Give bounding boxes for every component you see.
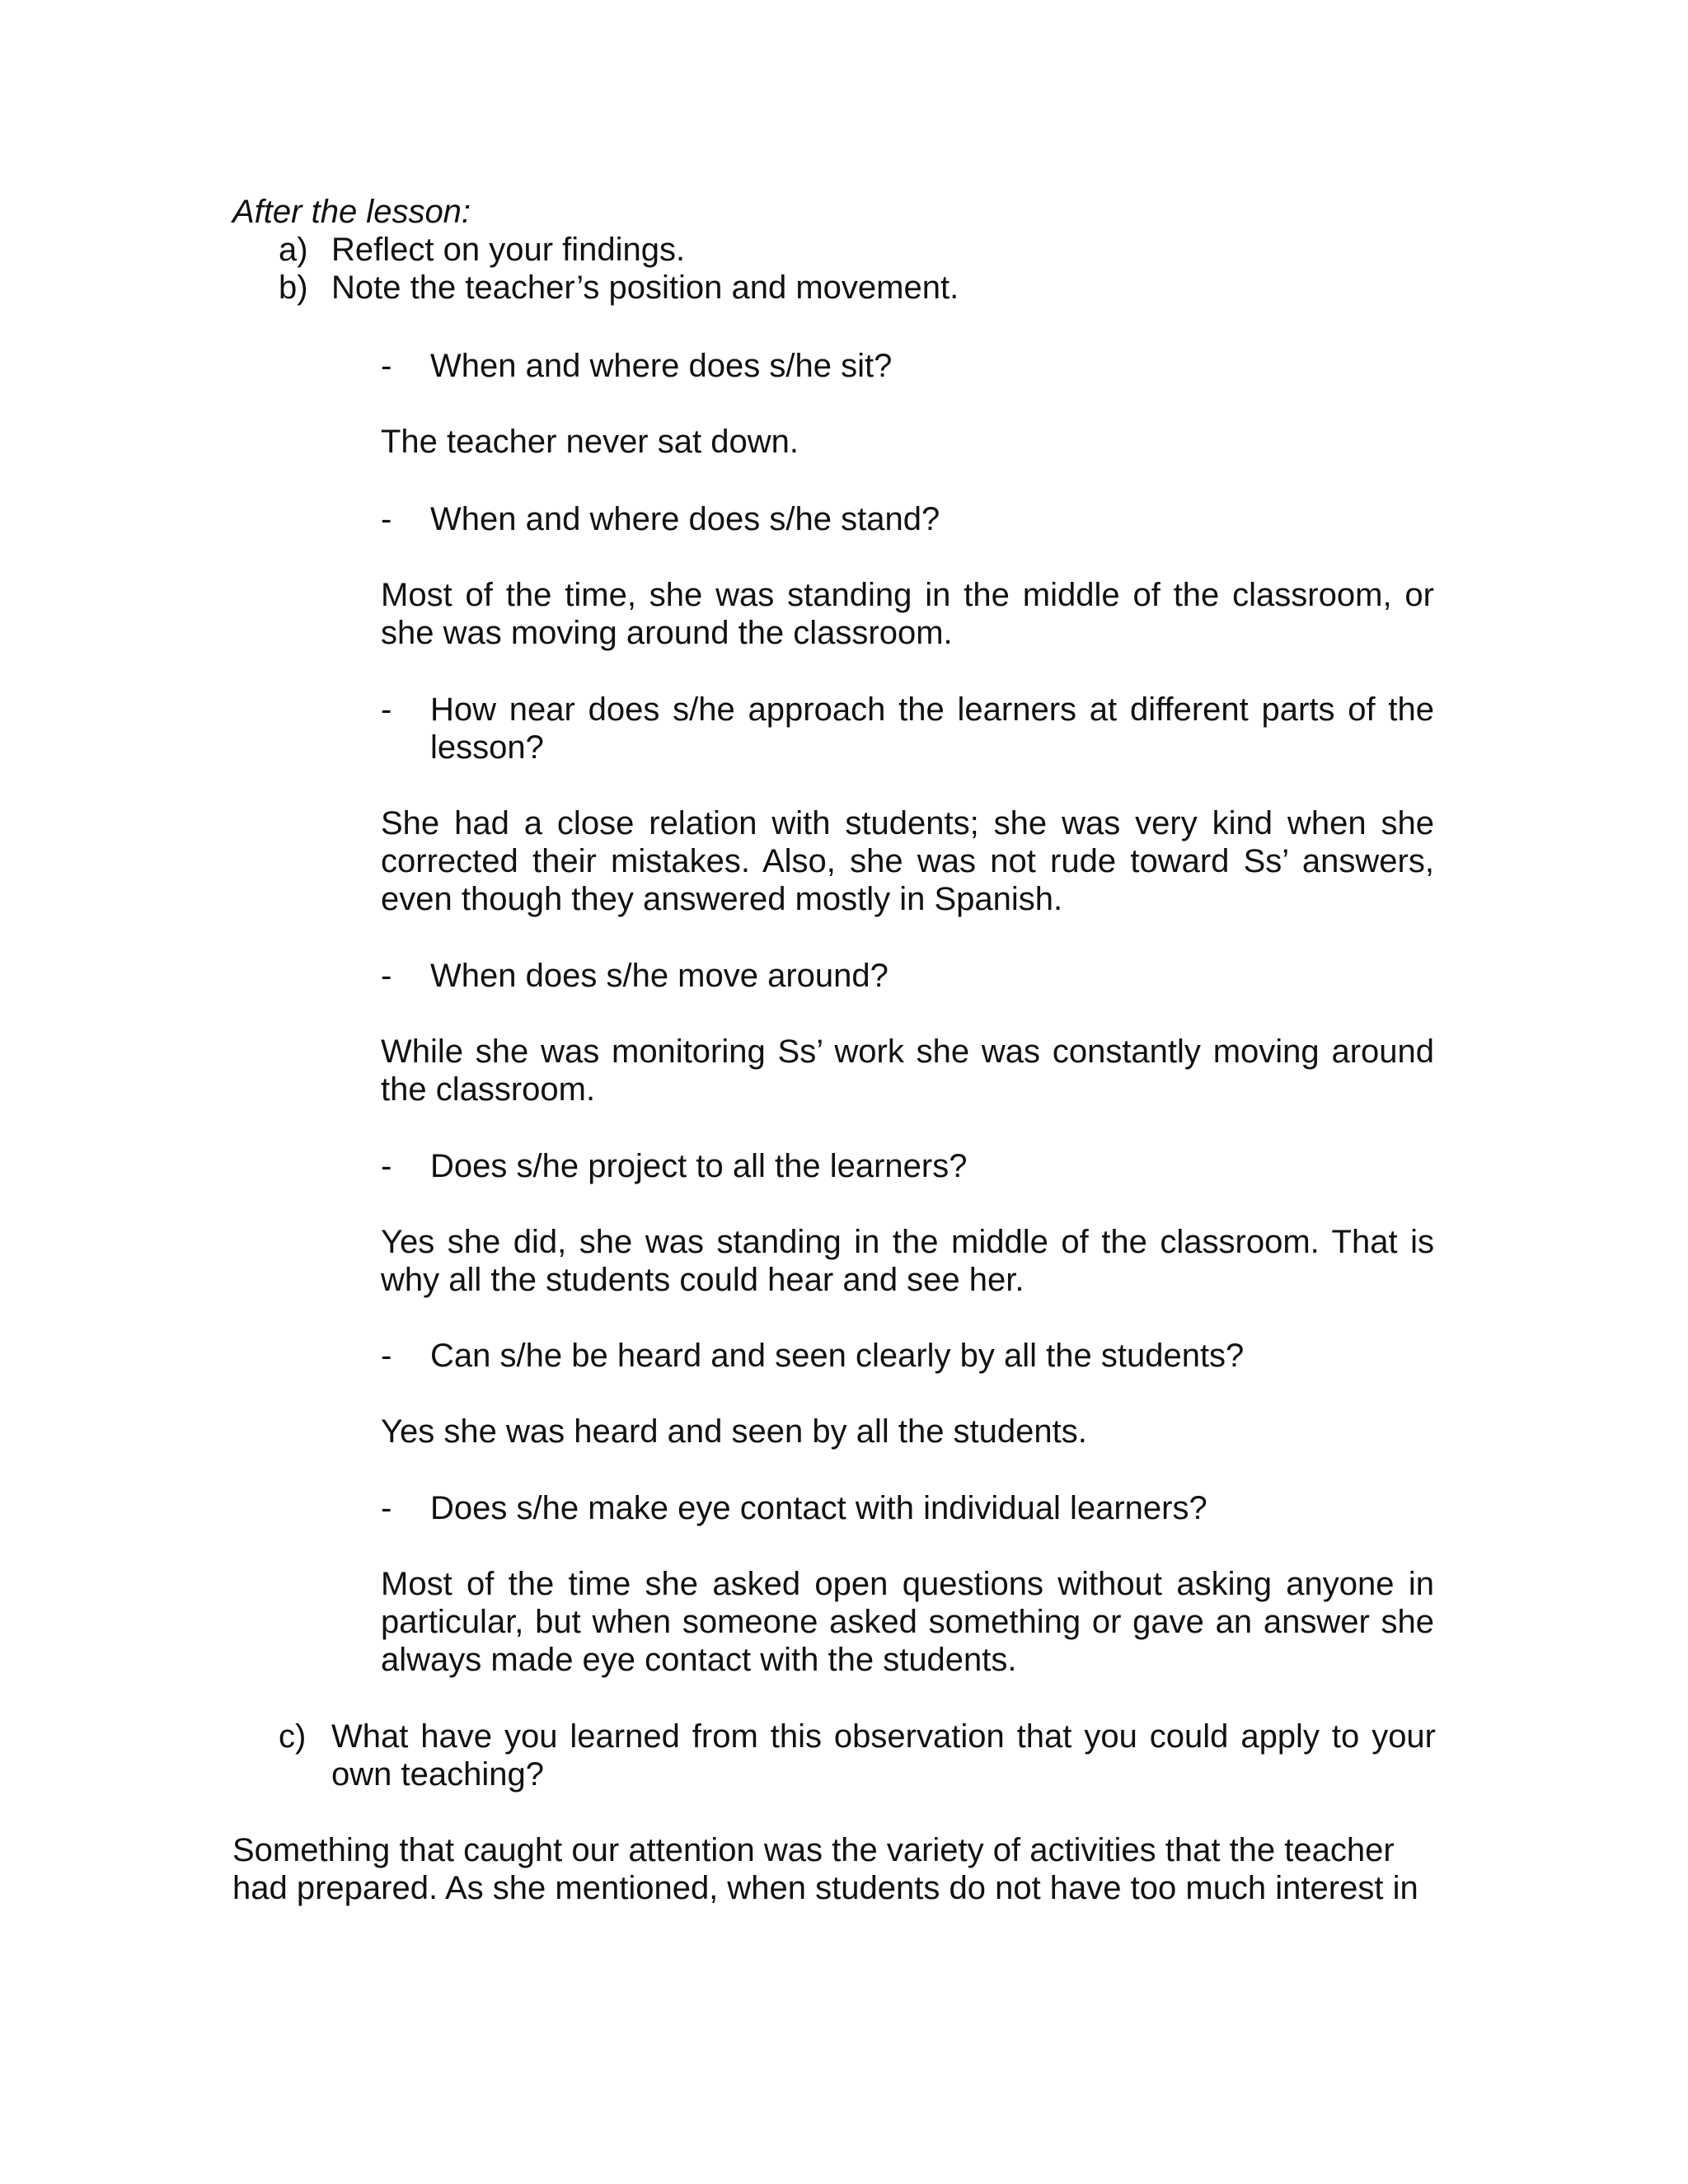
question-text: Does s/he project to all the learners? (430, 1148, 968, 1184)
list-marker: c) (279, 1718, 307, 1755)
dash-bullet: - (381, 1148, 392, 1184)
question-item (381, 691, 1434, 766)
list-item-text: What have you learned from this observation that you could apply to your own teaching? (331, 1718, 1436, 1793)
list-item-c (279, 1718, 1436, 1793)
closing-paragraph: Something that caught our attention was the variety of activities that the teacher had prepared. As she mentioned, when students do not have too much interest in (232, 1832, 1418, 1906)
question-text: Does s/he make eye contact with individual learners? (430, 1490, 1207, 1526)
answer-text: Yes she was heard and seen by all the students. (381, 1413, 1087, 1450)
answer-text: While she was monitoring Ss’ work she was constantly moving around the classroom. (381, 1033, 1434, 1108)
list-marker: b) (279, 269, 308, 306)
answer-text: Most of the time, she was standing in the middle of the classroom, or she was moving around the classroom. (381, 577, 1434, 651)
list-item-b (279, 269, 1432, 307)
question-text: When does s/he move around? (430, 958, 889, 994)
question-text: When and where does s/he sit? (430, 348, 893, 384)
dash-bullet: - (381, 1490, 392, 1526)
section-heading: After the lesson: (232, 194, 471, 230)
question-item (381, 1147, 1434, 1185)
answer-text: Yes she did, she was standing in the middle of the classroom. That is why all the students could hear and see her. (381, 1224, 1434, 1298)
list-marker: a) (279, 232, 308, 268)
dash-bullet: - (381, 1338, 392, 1374)
question-text: How near does s/he approach the learners at different parts of the lesson? (430, 691, 1434, 766)
question-item (381, 957, 1434, 995)
list-item-text: Note the teacher’s position and movement. (331, 269, 959, 306)
dash-bullet: - (381, 501, 392, 537)
answer-text: Most of the time she asked open questions without asking anyone in particular, but when someone asked something or gave an answer she always made eye contact with the students. (381, 1566, 1434, 1678)
dash-bullet: - (381, 958, 392, 994)
question-text: When and where does s/he stand? (430, 501, 940, 537)
question-item (381, 500, 1434, 538)
dash-bullet: - (381, 348, 392, 384)
question-item (381, 1489, 1434, 1527)
list-item-a (279, 231, 1432, 269)
answer-text: The teacher never sat down. (381, 424, 799, 460)
answer-text: She had a close relation with students; she was very kind when she corrected their mistakes. Also, she was not rude toward Ss’ answers, even though they answered mostly in Spanish. (381, 805, 1434, 917)
list-item-text: Reflect on your findings. (331, 232, 686, 268)
dash-bullet: - (381, 691, 392, 728)
question-text: Can s/he be heard and seen clearly by all the students? (430, 1338, 1245, 1374)
question-item (381, 347, 1434, 385)
question-item (381, 1337, 1434, 1375)
